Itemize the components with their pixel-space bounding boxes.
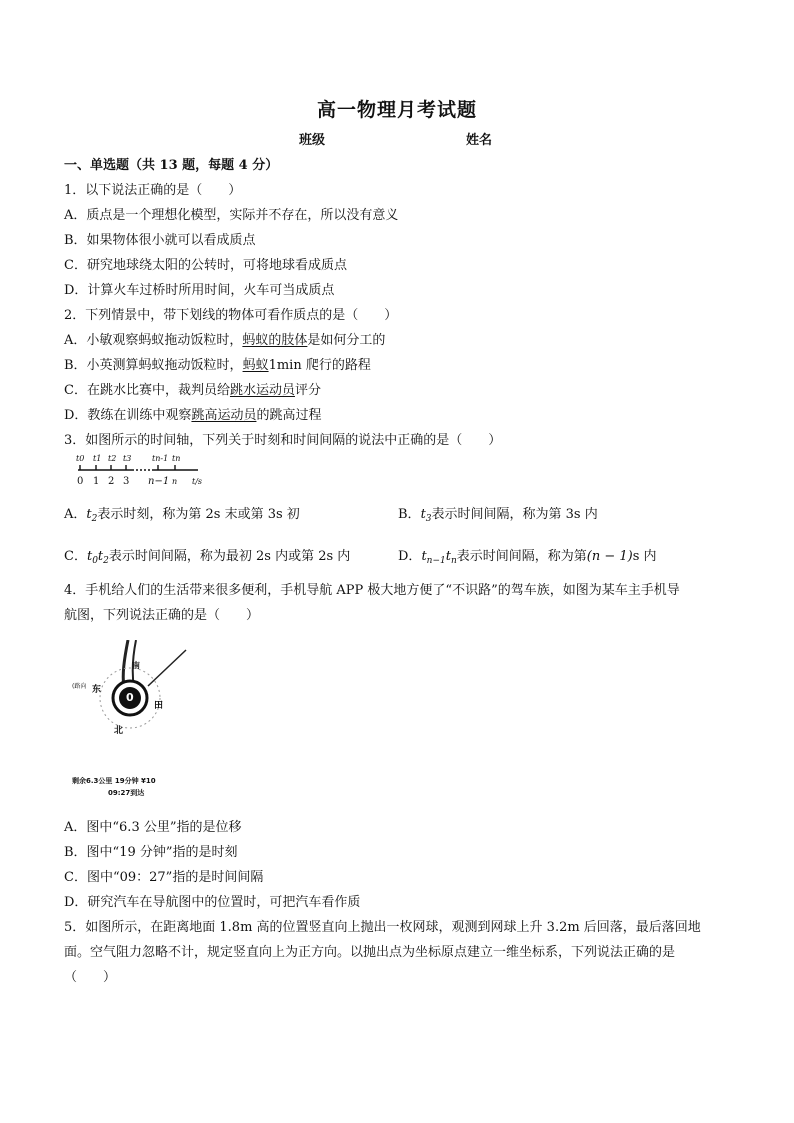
q4-option-b: B．图中“19 分钟”指的是时刻 [64, 845, 238, 860]
q2-option-b: B．小英测算蚂蚁拖动饭粒时，蚂蚁1min 爬行的路程 [64, 358, 371, 373]
q2-option-d: D．教练在训练中观察跳高运动员的跳高过程 [64, 408, 322, 423]
center-label: 0 [126, 691, 134, 704]
q1-stem: 1．以下说法正确的是（ ） [64, 183, 242, 198]
q5-stem [64, 915, 732, 990]
map-caption-remaining: 剩余6.3公里 19分钟 ¥10 [72, 777, 156, 785]
timeline-top-label: t0 [76, 454, 85, 463]
route-line [148, 650, 186, 686]
timeline-bottom-label: n−1 [148, 476, 170, 487]
timeline-bottom-label: t/s [192, 477, 203, 486]
q3-option-a: A．$t_2$表示时刻，称为第 2s 末或第 3s 初 [64, 507, 300, 524]
q4-option-a: A．图中“6.3 公里”指的是位移 [64, 820, 242, 835]
q2-stem: 2．下列情景中，带下划线的物体可看作质点的是（ ） [64, 308, 398, 323]
q3-option-b: B．$t_3$表示时间间隔，称为第 3s 内 [398, 507, 598, 524]
page-title: 高一物理月考试题 [316, 99, 477, 121]
timeline-top-label: tn-1 [152, 454, 169, 463]
map-caption-arrival: 09:27到达 [108, 789, 145, 797]
timeline-top-label: t1 [93, 454, 102, 463]
class-label: 班级 [299, 133, 326, 148]
direction-right: 田 [154, 701, 164, 711]
q4-option-c: C．图中“09：27”指的是时间间隔 [64, 870, 264, 885]
q5-stem-line: （ ） [64, 970, 117, 985]
direction-south: 南 [132, 661, 140, 670]
q1-option-b: B．如果物体很小就可以看成质点 [64, 233, 256, 248]
q4-stem [64, 578, 732, 628]
timeline-figure [72, 452, 212, 492]
q4-stem-line: 4．手机给人们的生活带来很多便利，手机导航 APP 极大地方便了“不识路”的驾车族，如图为某车主手机导 [64, 583, 680, 598]
q1-option-c: C．研究地球绕太阳的公转时，可将地球看成质点 [64, 258, 347, 273]
q4-option-d: D．研究汽车在导航图中的位置时，可把汽车看作质 [64, 895, 361, 910]
q4-stem-line: 航图，下列说法正确的是（ ） [64, 608, 260, 623]
q2-option-a: A．小敏观察蚂蚁拖动饭粒时，蚂蚁的肢体是如何分工的 [64, 333, 386, 348]
q3-option-c: C．$t_0t_2$表示时间间隔，称为最初 2s 内或第 2s 内 [64, 549, 351, 566]
timeline-top-label: t2 [108, 454, 117, 463]
timeline-bottom-label: 2 [108, 476, 115, 487]
name-label: 姓名 [466, 133, 493, 148]
q3-option-d: D．$t_{n-1}t_n$表示时间间隔，称为第(n − 1)s 内 [398, 549, 657, 566]
q5-stem-line: 面。空气阻力忽略不计，规定竖直向上为正方向。以抛出点为坐标原点建立一维坐标系，下列说法正确的是 [64, 945, 676, 960]
timeline-top-label: tn [172, 454, 181, 463]
section-heading: 一、单选题（共 13 题，每题 4 分） [64, 158, 279, 173]
q1-option-a: A．质点是一个理想化模型，实际并不存在，所以没有意义 [64, 208, 399, 223]
q2-option-c: C．在跳水比赛中，裁判员给跳水运动员评分 [64, 383, 321, 398]
q3-stem: 3．如图所示的时间轴，下列关于时刻和时间间隔的说法中正确的是（ ） [64, 433, 502, 448]
q1-option-d: D．计算火车过桥时所用时间，火车可当成质点 [64, 283, 335, 298]
timeline-top-label: t3 [123, 454, 132, 463]
direction-east: 东 [92, 685, 102, 695]
q5-stem-line: 5．如图所示，在距离地面 1.8m 高的位置竖直向上抛出一枚网球，观测到网球上升 3.2m 后回落，最后落回地 [64, 920, 701, 935]
timeline-bottom-label: 1 [93, 476, 100, 487]
map-note: (路向 [72, 683, 87, 690]
timeline-bottom-label: n [172, 477, 178, 486]
direction-north: 北 [114, 726, 124, 736]
navigation-map-figure [66, 640, 196, 810]
timeline-bottom-label: 3 [123, 476, 130, 487]
timeline-bottom-label: 0 [77, 476, 84, 487]
